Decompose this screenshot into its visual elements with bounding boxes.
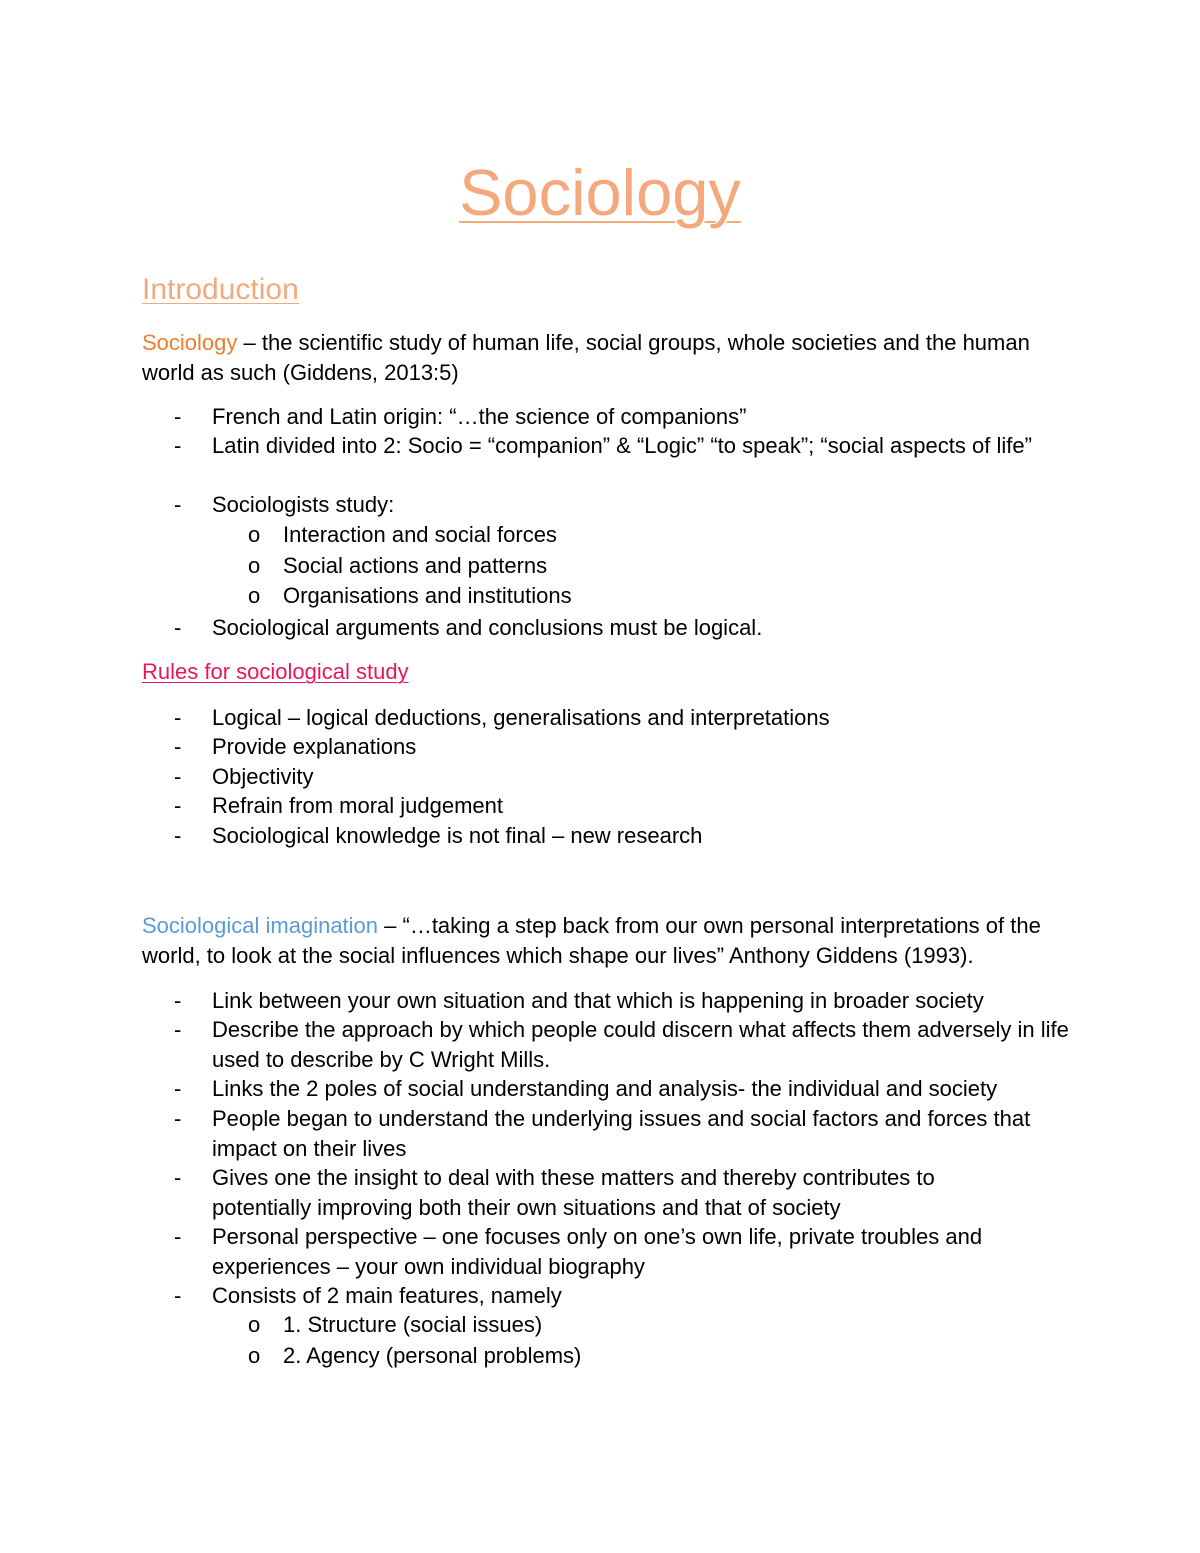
list-item: Objectivity	[212, 764, 314, 789]
sub-list-item: 1. Structure (social issues)	[283, 1312, 543, 1337]
sociological-imagination-definition	[142, 911, 1082, 970]
dash-bullet: -	[174, 1224, 182, 1249]
sociology-definition	[142, 328, 1082, 387]
sub-list-item: 2. Agency (personal problems)	[283, 1343, 582, 1368]
list-item: Sociological knowledge is not final – new research	[212, 823, 703, 848]
imagination-definition-text: – “…taking a step back from our own personal interpretations of the world, to look at the social influences which shape our lives” Anthony Giddens (1993).	[142, 913, 1041, 968]
dash-bullet: -	[174, 705, 182, 730]
definition-text: – the scientific study of human life, social groups, whole societies and the human world as such (Giddens, 2013:5)	[142, 330, 1030, 385]
list-item: Latin divided into 2: Socio = “companion” & “Logic” “to speak”; “social aspects of life”	[212, 433, 1032, 458]
sub-list-item: Organisations and institutions	[283, 583, 572, 608]
list-item: French and Latin origin: “…the science of companions”	[212, 404, 747, 429]
dash-bullet: -	[174, 793, 182, 818]
list-item: Gives one the insight to deal with these matters and thereby contributes to potentially improving both their own situations and that of society	[212, 1165, 935, 1220]
list-item: Refrain from moral judgement	[212, 793, 504, 818]
list-item: Consists of 2 main features, namely	[212, 1283, 562, 1308]
imagination-term: Sociological imagination	[142, 913, 379, 938]
list-item: Link between your own situation and that which is happening in broader society	[212, 988, 984, 1013]
dash-bullet: -	[174, 1106, 182, 1131]
section-heading-rules: Rules for sociological study	[142, 659, 409, 684]
list-item: Links the 2 poles of social understanding and analysis- the individual and society	[212, 1076, 998, 1101]
list-item: Logical – logical deductions, generalisations and interpretations	[212, 705, 830, 730]
list-item: People began to understand the underlying issues and social factors and forces that impact on their lives	[212, 1106, 1031, 1161]
list-item: Describe the approach by which people could discern what affects them adversely in life used to describe by C Wright Mills.	[212, 1017, 1069, 1072]
list-item: Personal perspective – one focuses only on one’s own life, private troubles and experiences – your own individual biography	[212, 1224, 983, 1279]
circle-bullet: o	[248, 522, 261, 547]
list-item: Provide explanations	[212, 734, 417, 759]
sub-list-item: Social actions and patterns	[283, 553, 548, 578]
dash-bullet: -	[174, 433, 182, 458]
list-item: Sociologists study:	[212, 492, 395, 517]
dash-bullet: -	[174, 404, 182, 429]
dash-bullet: -	[174, 823, 182, 848]
dash-bullet: -	[174, 1283, 182, 1308]
section-heading-introduction: Introduction	[142, 273, 299, 306]
dash-bullet: -	[174, 1165, 182, 1190]
circle-bullet: o	[248, 1343, 261, 1368]
list-item: Sociological arguments and conclusions must be logical.	[212, 615, 763, 640]
dash-bullet: -	[174, 734, 182, 759]
circle-bullet: o	[248, 553, 261, 578]
dash-bullet: -	[174, 1017, 182, 1042]
dash-bullet: -	[174, 492, 182, 517]
dash-bullet: -	[174, 615, 182, 640]
circle-bullet: o	[248, 1312, 261, 1337]
circle-bullet: o	[248, 583, 261, 608]
dash-bullet: -	[174, 988, 182, 1013]
page-title: Sociology	[459, 156, 741, 229]
dash-bullet: -	[174, 1076, 182, 1101]
definition-term: Sociology	[142, 330, 238, 355]
sub-list-item: Interaction and social forces	[283, 522, 557, 547]
dash-bullet: -	[174, 764, 182, 789]
